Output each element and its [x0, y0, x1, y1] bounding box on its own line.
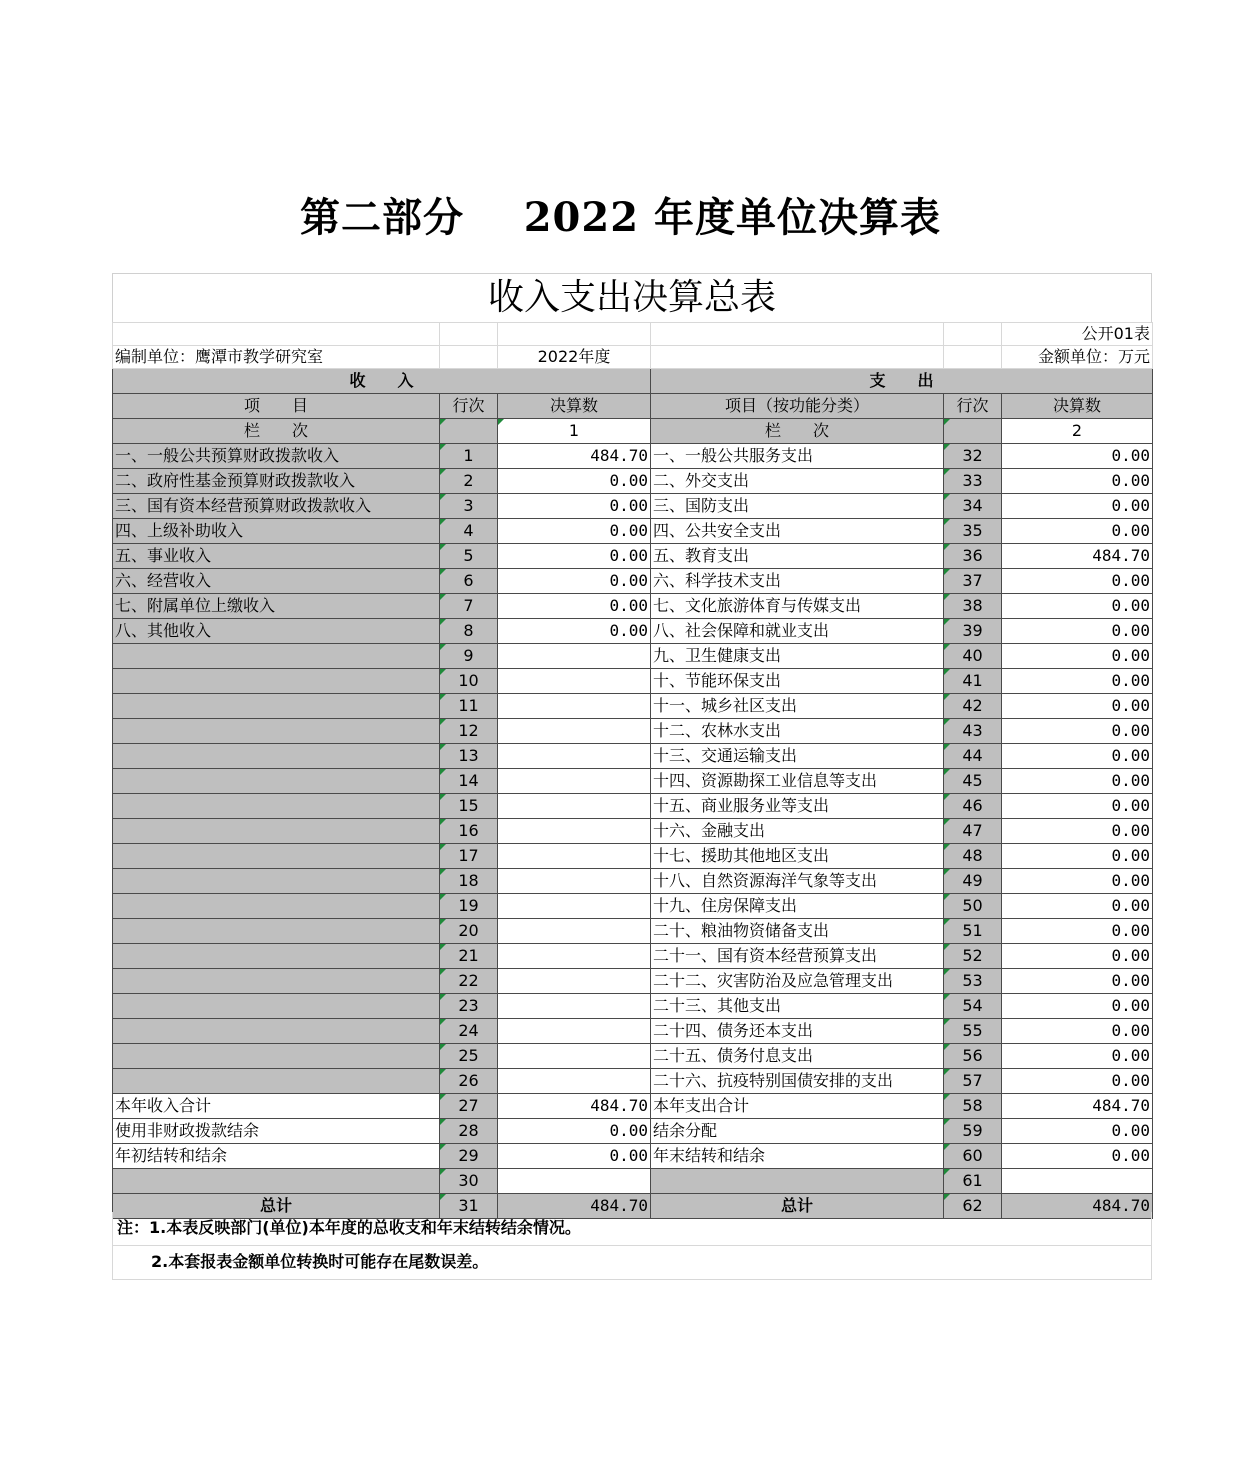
expense-amount: 0.00: [1002, 469, 1153, 494]
income-item: [113, 969, 440, 994]
income-line-no: 19: [440, 894, 498, 919]
income-amount: [498, 644, 651, 669]
item-func-header: 项目（按功能分类）: [651, 394, 944, 419]
income-amount: [498, 769, 651, 794]
expense-line-no: 62: [944, 1194, 1002, 1219]
income-line-no: 15: [440, 794, 498, 819]
column-index: 1: [498, 419, 651, 444]
income-line-no: 7: [440, 594, 498, 619]
income-line-no: 6: [440, 569, 498, 594]
expense-amount: 0.00: [1002, 919, 1153, 944]
expense-line-no: 41: [944, 669, 1002, 694]
expense-line-no: 60: [944, 1144, 1002, 1169]
expense-amount: 0.00: [1002, 644, 1153, 669]
income-line-no: 20: [440, 919, 498, 944]
income-line-no: 4: [440, 519, 498, 544]
income-line-no: 14: [440, 769, 498, 794]
summary-row: [113, 1094, 1153, 1119]
income-item: [113, 719, 440, 744]
expense-total-amount: 484.70: [1002, 1094, 1153, 1119]
income-line-no: 10: [440, 669, 498, 694]
income-amount: [498, 994, 651, 1019]
income-item: [113, 794, 440, 819]
expense-item: 二、外交支出: [651, 469, 944, 494]
expense-line-no: 38: [944, 594, 1002, 619]
expense-item: 十一、城乡社区支出: [651, 694, 944, 719]
income-item: [113, 1069, 440, 1094]
table-row: [113, 744, 1153, 769]
expense-item: 三、国防支出: [651, 494, 944, 519]
income-amount: [498, 794, 651, 819]
meta-row-2: [113, 346, 1153, 369]
expense-item: [651, 1169, 944, 1194]
income-item: 八、其他收入: [113, 619, 440, 644]
income-amount: [498, 694, 651, 719]
expense-item: 十五、商业服务业等支出: [651, 794, 944, 819]
income-item: [113, 744, 440, 769]
expense-item: 九、卫生健康支出: [651, 644, 944, 669]
line-no-header: 行次: [944, 394, 1002, 419]
expense-amount: 0.00: [1002, 694, 1153, 719]
income-item: [113, 869, 440, 894]
note-1: 注：1.本表反映部门(单位)本年度的总收支和年末结转结余情况。: [112, 1212, 1152, 1246]
expense-amount: 0.00: [1002, 969, 1153, 994]
table-row: [113, 719, 1153, 744]
expense-amount: 0.00: [1002, 594, 1153, 619]
header-row-3: [113, 419, 1153, 444]
income-item: [113, 694, 440, 719]
income-amount: [498, 744, 651, 769]
grand-total-label: 总计: [113, 1194, 440, 1219]
expense-line-no: 42: [944, 694, 1002, 719]
sheet: [112, 273, 1152, 1219]
income-item: 四、上级补助收入: [113, 519, 440, 544]
income-line-no: 18: [440, 869, 498, 894]
income-amount: 0.00: [498, 544, 651, 569]
expense-amount: 0.00: [1002, 494, 1153, 519]
expense-item: 十、节能环保支出: [651, 669, 944, 694]
income-line-no: 2: [440, 469, 498, 494]
table-row: [113, 569, 1153, 594]
expense-item: 十三、交通运输支出: [651, 744, 944, 769]
item-header: 项 目: [113, 394, 440, 419]
expense-amount: 0.00: [1002, 619, 1153, 644]
expense-item: 十九、住房保障支出: [651, 894, 944, 919]
expense-item: 二十一、国有资本经营预算支出: [651, 944, 944, 969]
grand-total-amount: 484.70: [498, 1194, 651, 1219]
income-item: 一、一般公共预算财政拨款收入: [113, 444, 440, 469]
expense-amount: [1002, 1169, 1153, 1194]
expense-item: 一、一般公共服务支出: [651, 444, 944, 469]
table-row: [113, 544, 1153, 569]
expense-item: 十二、农林水支出: [651, 719, 944, 744]
expense-item: 二十四、债务还本支出: [651, 1019, 944, 1044]
expense-item: 二十三、其他支出: [651, 994, 944, 1019]
income-line-no: 27: [440, 1094, 498, 1119]
expense-amount: 0.00: [1002, 894, 1153, 919]
grand-total-label: 总计: [651, 1194, 944, 1219]
expense-item: 十七、援助其他地区支出: [651, 844, 944, 869]
table-row: [113, 819, 1153, 844]
expense-line-no: 40: [944, 644, 1002, 669]
expense-item: 八、社会保障和就业支出: [651, 619, 944, 644]
expense-line-no: 51: [944, 919, 1002, 944]
income-amount: [498, 894, 651, 919]
expense-item: 结余分配: [651, 1119, 944, 1144]
expense-item: 二十、粮油物资储备支出: [651, 919, 944, 944]
income-item: [113, 769, 440, 794]
amount-header: 决算数: [1002, 394, 1153, 419]
expense-line-no: 52: [944, 944, 1002, 969]
line-no-blank: [944, 419, 1002, 444]
summary-row: [113, 1169, 1153, 1194]
form-code: 公开01表: [1002, 323, 1153, 346]
income-amount: [498, 1019, 651, 1044]
income-amount: 484.70: [498, 444, 651, 469]
column-header: 栏 次: [113, 419, 440, 444]
income-item: [113, 844, 440, 869]
expense-amount: 484.70: [1002, 544, 1153, 569]
expense-line-no: 47: [944, 819, 1002, 844]
notes: [112, 1212, 1152, 1280]
expense-line-no: 61: [944, 1169, 1002, 1194]
table-row: [113, 619, 1153, 644]
income-item: [113, 919, 440, 944]
income-line-no: 28: [440, 1119, 498, 1144]
expense-line-no: 59: [944, 1119, 1002, 1144]
table-row: [113, 469, 1153, 494]
income-item: [113, 894, 440, 919]
income-line-no: 24: [440, 1019, 498, 1044]
table-row: [113, 919, 1153, 944]
grand-total-amount: 484.70: [1002, 1194, 1153, 1219]
expense-amount: 0.00: [1002, 819, 1153, 844]
expense-item: 二十五、债务付息支出: [651, 1044, 944, 1069]
table-row: [113, 844, 1153, 869]
expense-item: 十八、自然资源海洋气象等支出: [651, 869, 944, 894]
meta-row-1: [113, 323, 1153, 346]
income-line-no: 21: [440, 944, 498, 969]
income-total-amount: 484.70: [498, 1094, 651, 1119]
income-line-no: 25: [440, 1044, 498, 1069]
amount-header: 决算数: [498, 394, 651, 419]
expense-item: 十六、金融支出: [651, 819, 944, 844]
income-line-no: 12: [440, 719, 498, 744]
income-line-no: 22: [440, 969, 498, 994]
income-line-no: 9: [440, 644, 498, 669]
income-amount: [498, 1069, 651, 1094]
income-line-no: 1: [440, 444, 498, 469]
table-row: [113, 894, 1153, 919]
income-item: 七、附属单位上缴收入: [113, 594, 440, 619]
income-amount: 0.00: [498, 1144, 651, 1169]
table-row: [113, 594, 1153, 619]
expense-amount: 0.00: [1002, 844, 1153, 869]
income-line-no: 30: [440, 1169, 498, 1194]
income-item: [113, 644, 440, 669]
income-line-no: 13: [440, 744, 498, 769]
expense-amount: 0.00: [1002, 669, 1153, 694]
year-label: 2022年度: [498, 346, 651, 369]
expense-header: 支 出: [651, 369, 1153, 394]
income-amount: 0.00: [498, 519, 651, 544]
table-row: [113, 494, 1153, 519]
expense-line-no: 53: [944, 969, 1002, 994]
table-row: [113, 944, 1153, 969]
expense-line-no: 37: [944, 569, 1002, 594]
sheet-title: 收入支出决算总表: [112, 273, 1152, 322]
column-index: 2: [1002, 419, 1153, 444]
table-row: [113, 794, 1153, 819]
income-header: 收 入: [113, 369, 651, 394]
summary-row: [113, 1144, 1153, 1169]
table-row: [113, 769, 1153, 794]
income-item: [113, 1169, 440, 1194]
income-amount: [498, 844, 651, 869]
income-amount: 0.00: [498, 594, 651, 619]
income-amount: 0.00: [498, 619, 651, 644]
income-amount: [498, 1044, 651, 1069]
income-item: [113, 1044, 440, 1069]
income-amount: [498, 919, 651, 944]
expense-line-no: 44: [944, 744, 1002, 769]
expense-item: 二十二、灾害防治及应急管理支出: [651, 969, 944, 994]
line-no-blank: [440, 419, 498, 444]
income-amount: 0.00: [498, 494, 651, 519]
income-line-no: 3: [440, 494, 498, 519]
expense-item: 十四、资源勘探工业信息等支出: [651, 769, 944, 794]
expense-line-no: 45: [944, 769, 1002, 794]
expense-item: 年末结转和结余: [651, 1144, 944, 1169]
expense-item: 六、科学技术支出: [651, 569, 944, 594]
table-row: [113, 1069, 1153, 1094]
expense-item: 五、教育支出: [651, 544, 944, 569]
expense-amount: 0.00: [1002, 1044, 1153, 1069]
table-row: [113, 969, 1153, 994]
expense-amount: 0.00: [1002, 944, 1153, 969]
expense-amount: 0.00: [1002, 744, 1153, 769]
budget-table: [112, 322, 1153, 1219]
expense-line-no: 58: [944, 1094, 1002, 1119]
expense-line-no: 35: [944, 519, 1002, 544]
expense-item: 七、文化旅游体育与传媒支出: [651, 594, 944, 619]
table-row: [113, 994, 1153, 1019]
income-line-no: 29: [440, 1144, 498, 1169]
income-line-no: 5: [440, 544, 498, 569]
expense-line-no: 36: [944, 544, 1002, 569]
expense-amount: 0.00: [1002, 769, 1153, 794]
income-item: 六、经营收入: [113, 569, 440, 594]
table-row: [113, 644, 1153, 669]
line-no-header: 行次: [440, 394, 498, 419]
table-row: [113, 444, 1153, 469]
income-amount: [498, 1169, 651, 1194]
income-item: 五、事业收入: [113, 544, 440, 569]
table-row: [113, 694, 1153, 719]
income-amount: [498, 719, 651, 744]
expense-line-no: 54: [944, 994, 1002, 1019]
amount-unit: 金额单位：万元: [1002, 346, 1153, 369]
expense-amount: 0.00: [1002, 719, 1153, 744]
income-item: [113, 944, 440, 969]
expense-line-no: 49: [944, 869, 1002, 894]
table-row: [113, 1044, 1153, 1069]
table-row: [113, 869, 1153, 894]
table-row: [113, 669, 1153, 694]
expense-line-no: 33: [944, 469, 1002, 494]
header-row-2: [113, 394, 1153, 419]
expense-line-no: 56: [944, 1044, 1002, 1069]
income-amount: [498, 869, 651, 894]
expense-item: 二十六、抗疫特别国债安排的支出: [651, 1069, 944, 1094]
income-line-no: 16: [440, 819, 498, 844]
income-item: [113, 994, 440, 1019]
income-total-label: 本年收入合计: [113, 1094, 440, 1119]
expense-amount: 0.00: [1002, 994, 1153, 1019]
income-item: [113, 819, 440, 844]
income-line-no: 8: [440, 619, 498, 644]
income-line-no: 31: [440, 1194, 498, 1219]
expense-amount: 0.00: [1002, 1119, 1153, 1144]
income-item: 年初结转和结余: [113, 1144, 440, 1169]
expense-line-no: 46: [944, 794, 1002, 819]
income-amount: 0.00: [498, 469, 651, 494]
income-amount: [498, 944, 651, 969]
expense-line-no: 39: [944, 619, 1002, 644]
expense-amount: 0.00: [1002, 1069, 1153, 1094]
page-title: 第二部分 2022 年度单位决算表: [300, 194, 941, 241]
column-header: 栏 次: [651, 419, 944, 444]
expense-amount: 0.00: [1002, 869, 1153, 894]
income-amount: 0.00: [498, 1119, 651, 1144]
expense-amount: 0.00: [1002, 519, 1153, 544]
income-line-no: 26: [440, 1069, 498, 1094]
table-row: [113, 519, 1153, 544]
expense-line-no: 34: [944, 494, 1002, 519]
expense-amount: 0.00: [1002, 794, 1153, 819]
unit-label: 编制单位：鹰潭市教学研究室: [113, 346, 440, 369]
summary-row: [113, 1119, 1153, 1144]
table-row: [113, 1019, 1153, 1044]
expense-line-no: 48: [944, 844, 1002, 869]
expense-amount: 0.00: [1002, 444, 1153, 469]
expense-total-label: 本年支出合计: [651, 1094, 944, 1119]
income-item: [113, 669, 440, 694]
income-line-no: 17: [440, 844, 498, 869]
expense-line-no: 32: [944, 444, 1002, 469]
income-item: 二、政府性基金预算财政拨款收入: [113, 469, 440, 494]
income-amount: [498, 669, 651, 694]
expense-amount: 0.00: [1002, 569, 1153, 594]
expense-line-no: 50: [944, 894, 1002, 919]
income-item: 三、国有资本经营预算财政拨款收入: [113, 494, 440, 519]
income-item: 使用非财政拨款结余: [113, 1119, 440, 1144]
expense-amount: 0.00: [1002, 1019, 1153, 1044]
header-row-1: [113, 369, 1153, 394]
income-line-no: 23: [440, 994, 498, 1019]
expense-line-no: 55: [944, 1019, 1002, 1044]
expense-line-no: 57: [944, 1069, 1002, 1094]
note-2: 2.本套报表金额单位转换时可能存在尾数误差。: [112, 1246, 1152, 1280]
expense-item: 四、公共安全支出: [651, 519, 944, 544]
expense-line-no: 43: [944, 719, 1002, 744]
income-item: [113, 1019, 440, 1044]
expense-amount: 0.00: [1002, 1144, 1153, 1169]
income-amount: [498, 969, 651, 994]
income-amount: [498, 819, 651, 844]
income-line-no: 11: [440, 694, 498, 719]
income-amount: 0.00: [498, 569, 651, 594]
